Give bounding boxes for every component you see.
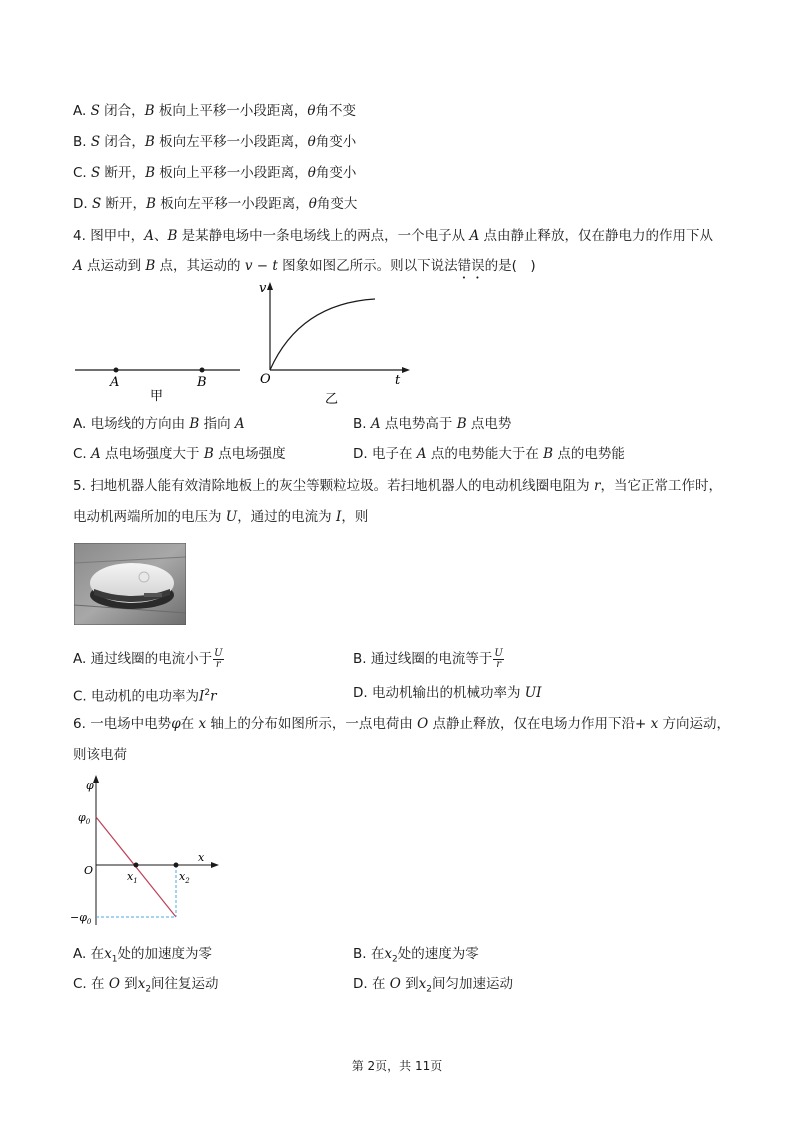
q4-option-d: D. 电子在 A 点的电势能大于在 B 点的电势能 [353, 446, 625, 462]
potential-graph [66, 770, 236, 930]
q5-option-d: D. 电动机输出的机械功率为 UI [353, 685, 542, 701]
phi0-label: $\varphi_0$ [78, 811, 91, 826]
q6-option-c: C. 在 O 到$x_2$间往复运动 [73, 976, 219, 995]
point-a-label: A [110, 375, 120, 390]
axis-v-label: v [259, 281, 267, 296]
q6-option-b: B. 在$x_2$处的速度为零 [353, 946, 479, 965]
origin-label: O [84, 864, 94, 877]
origin-label: O [260, 372, 271, 387]
axis-t-label: t [395, 373, 401, 388]
x1-label: $x_1$ [127, 870, 138, 885]
q6-stem-line2: 则该电荷 [73, 747, 127, 763]
q4-stem-line2: A 点运动到 B 点，其运动的 v − t 图象如图乙所示。则以下说法错误的是( ) [73, 258, 536, 274]
axis-phi-label: φ [86, 779, 94, 792]
q5-option-b: B. 通过线圈的电流等于 $\frac{U}{r}$ [353, 647, 503, 670]
q4-option-b: B. A 点电势高于 B 点电势 [353, 416, 512, 432]
robot-vacuum-image [74, 543, 186, 625]
figure-yi [255, 280, 415, 408]
q5-option-c: C. 电动机的电功率为$I^2r$ [73, 688, 217, 705]
q5-stem-line2: 电动机两端所加的电压为 U，通过的电流为 I，则 [73, 509, 369, 525]
q3-option-a: A. S 闭合，B 板向上平移一小段距离，θ角不变 [73, 103, 356, 119]
figure-jia [70, 355, 245, 405]
fraction: $\frac{U}{r}$ [494, 647, 503, 670]
fraction: $\frac{U}{r}$ [214, 647, 223, 670]
point-b-label: B [197, 375, 207, 390]
emphasis-word: 错误 [457, 258, 485, 274]
q6-stem-line1: 6. 一电场中电势φ在 x 轴上的分布如图所示，一点电荷由 O 点静止释放，仅在电场力作用下沿+ x 方向运动， [73, 716, 731, 732]
neg-phi0-label: $-\varphi_0$ [70, 911, 92, 926]
q3-option-d: D. S 断开，B 板向左平移一小段距离，θ角变大 [73, 196, 358, 212]
q5-option-a: A. 通过线圈的电流小于 $\frac{U}{r}$ [73, 647, 223, 670]
page-footer: 第 2页，共 11页 [351, 1059, 443, 1073]
q4-option-a: A. 电场线的方向由 B 指向 A [73, 416, 245, 432]
figure-caption-jia: 甲 [150, 389, 164, 404]
x2-label: $x_2$ [179, 870, 190, 885]
q3-option-c: C. S 断开，B 板向上平移一小段距离，θ角变小 [73, 165, 357, 181]
q5-stem-line1: 5. 扫地机器人能有效清除地板上的灰尘等颗粒垃圾。若扫地机器人的电动机线圈电阻为 r，当它正常工作时， [73, 478, 722, 494]
figure-caption-yi: 乙 [325, 392, 339, 407]
q6-option-d: D. 在 O 到$x_2$间匀加速运动 [353, 976, 514, 995]
q4-option-c: C. A 点电场强度大于 B 点电场强度 [73, 446, 286, 462]
q6-option-a: A. 在$x_1$处的加速度为零 [73, 946, 212, 965]
q3-option-b: B. S 闭合，B 板向左平移一小段距离，θ角变小 [73, 134, 357, 150]
q4-stem-line1: 4. 图甲中，A、B 是某静电场中一条电场线上的两点，一个电子从 A 点由静止释放，仅在静电力的作用下从 [73, 228, 713, 244]
axis-x-label: x [198, 851, 205, 864]
